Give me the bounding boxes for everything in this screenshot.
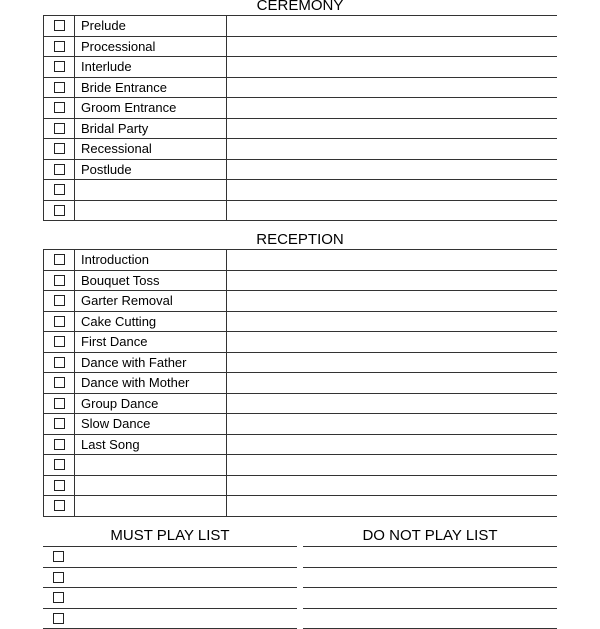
checkbox-cell xyxy=(43,250,75,270)
checkbox-cell xyxy=(43,160,75,180)
must-play-row[interactable] xyxy=(43,568,297,589)
reception-row xyxy=(43,394,557,415)
ceremony-row xyxy=(43,78,557,99)
ceremony-checkbox[interactable] xyxy=(54,123,65,134)
ceremony-checkbox[interactable] xyxy=(54,82,65,93)
ceremony-song-field[interactable] xyxy=(227,180,557,200)
reception-checkbox[interactable] xyxy=(54,357,65,368)
reception-checkbox[interactable] xyxy=(54,418,65,429)
reception-item-label[interactable]: Dance with Mother xyxy=(75,373,227,393)
checkbox-cell xyxy=(43,201,75,221)
must-play-checkbox[interactable] xyxy=(53,592,64,603)
must-play-checkbox[interactable] xyxy=(53,551,64,562)
ceremony-song-field[interactable] xyxy=(227,201,557,221)
ceremony-item-label[interactable]: Interlude xyxy=(75,57,227,77)
checkbox-cell xyxy=(43,98,75,118)
reception-row xyxy=(43,271,557,292)
ceremony-row xyxy=(43,98,557,119)
ceremony-song-field[interactable] xyxy=(227,119,557,139)
ceremony-row xyxy=(43,16,557,37)
ceremony-row xyxy=(43,37,557,58)
reception-song-field[interactable] xyxy=(227,455,557,475)
ceremony-row xyxy=(43,160,557,181)
reception-item-label[interactable] xyxy=(75,496,227,516)
reception-item-label[interactable]: Introduction xyxy=(75,250,227,270)
reception-checkbox[interactable] xyxy=(54,377,65,388)
ceremony-checkbox[interactable] xyxy=(54,61,65,72)
checkbox-cell xyxy=(43,373,75,393)
ceremony-song-field[interactable] xyxy=(227,57,557,77)
reception-song-field[interactable] xyxy=(227,271,557,291)
ceremony-item-label[interactable] xyxy=(75,180,227,200)
reception-song-field[interactable] xyxy=(227,332,557,352)
reception-checkbox[interactable] xyxy=(54,316,65,327)
ceremony-song-field[interactable] xyxy=(227,78,557,98)
ceremony-item-label[interactable]: Prelude xyxy=(75,16,227,36)
ceremony-checkbox[interactable] xyxy=(54,205,65,216)
checkbox-cell xyxy=(43,455,75,475)
ceremony-song-field[interactable] xyxy=(227,139,557,159)
checkbox-cell xyxy=(43,180,75,200)
reception-item-label[interactable]: First Dance xyxy=(75,332,227,352)
must-play-title: MUST PLAY LIST xyxy=(43,528,297,544)
checkbox-cell xyxy=(43,394,75,414)
ceremony-checkbox[interactable] xyxy=(54,184,65,195)
must-play-list xyxy=(43,546,297,629)
must-play-row[interactable] xyxy=(43,588,297,609)
reception-item-label[interactable]: Cake Cutting xyxy=(75,312,227,332)
do-not-play-list xyxy=(303,546,557,629)
checkbox-cell xyxy=(43,78,75,98)
reception-row xyxy=(43,312,557,333)
reception-item-label[interactable]: Group Dance xyxy=(75,394,227,414)
checkbox-cell xyxy=(43,435,75,455)
reception-checkbox[interactable] xyxy=(54,439,65,450)
ceremony-row xyxy=(43,119,557,140)
reception-row xyxy=(43,496,557,517)
reception-song-field[interactable] xyxy=(227,414,557,434)
do-not-play-row[interactable] xyxy=(303,588,557,609)
ceremony-item-label[interactable]: Processional xyxy=(75,37,227,57)
reception-row xyxy=(43,414,557,435)
reception-song-field[interactable] xyxy=(227,476,557,496)
ceremony-row xyxy=(43,180,557,201)
reception-item-label[interactable]: Last Song xyxy=(75,435,227,455)
must-play-checkbox[interactable] xyxy=(53,572,64,583)
checkbox-cell xyxy=(43,57,75,77)
ceremony-checkbox[interactable] xyxy=(54,41,65,52)
ceremony-table xyxy=(43,15,557,221)
ceremony-row xyxy=(43,201,557,222)
do-not-play-row[interactable] xyxy=(303,568,557,589)
reception-row xyxy=(43,250,557,271)
ceremony-item-label[interactable]: Bridal Party xyxy=(75,119,227,139)
reception-song-field[interactable] xyxy=(227,394,557,414)
ceremony-song-field[interactable] xyxy=(227,160,557,180)
reception-song-field[interactable] xyxy=(227,373,557,393)
do-not-play-title: DO NOT PLAY LIST xyxy=(303,528,557,544)
reception-item-label[interactable]: Dance with Father xyxy=(75,353,227,373)
reception-row xyxy=(43,455,557,476)
checkbox-cell xyxy=(43,476,75,496)
checkbox-cell xyxy=(43,332,75,352)
must-play-checkbox[interactable] xyxy=(53,613,64,624)
ceremony-item-label[interactable]: Bride Entrance xyxy=(75,78,227,98)
reception-item-label[interactable]: Slow Dance xyxy=(75,414,227,434)
ceremony-item-label[interactable]: Postlude xyxy=(75,160,227,180)
ceremony-song-field[interactable] xyxy=(227,37,557,57)
must-play-row[interactable] xyxy=(43,609,297,629)
checkbox-cell xyxy=(43,119,75,139)
checkbox-cell xyxy=(43,291,75,311)
do-not-play-row[interactable] xyxy=(303,609,557,629)
checkbox-cell xyxy=(43,496,75,516)
ceremony-row xyxy=(43,57,557,78)
reception-checkbox[interactable] xyxy=(54,398,65,409)
ceremony-title: CEREMONY xyxy=(0,0,600,14)
do-not-play-row[interactable] xyxy=(303,547,557,568)
reception-row xyxy=(43,332,557,353)
reception-song-field[interactable] xyxy=(227,435,557,455)
reception-song-field[interactable] xyxy=(227,353,557,373)
reception-row xyxy=(43,476,557,497)
ceremony-checkbox[interactable] xyxy=(54,20,65,31)
ceremony-item-label[interactable]: Recessional xyxy=(75,139,227,159)
reception-item-label[interactable]: Bouquet Toss xyxy=(75,271,227,291)
checkbox-cell xyxy=(43,37,75,57)
checkbox-cell xyxy=(43,16,75,36)
reception-row xyxy=(43,373,557,394)
reception-checkbox[interactable] xyxy=(54,459,65,470)
ceremony-song-field[interactable] xyxy=(227,98,557,118)
checkbox-cell xyxy=(43,414,75,434)
reception-item-label[interactable] xyxy=(75,476,227,496)
checkbox-cell xyxy=(43,139,75,159)
reception-song-field[interactable] xyxy=(227,250,557,270)
checkbox-cell xyxy=(43,312,75,332)
reception-song-field[interactable] xyxy=(227,312,557,332)
ceremony-checkbox[interactable] xyxy=(54,102,65,113)
reception-checkbox[interactable] xyxy=(54,500,65,511)
reception-item-label[interactable] xyxy=(75,455,227,475)
reception-checkbox[interactable] xyxy=(54,480,65,491)
reception-checkbox[interactable] xyxy=(54,254,65,265)
ceremony-checkbox[interactable] xyxy=(54,164,65,175)
ceremony-item-label[interactable] xyxy=(75,201,227,221)
reception-row xyxy=(43,435,557,456)
ceremony-row xyxy=(43,139,557,160)
reception-checkbox[interactable] xyxy=(54,275,65,286)
reception-checkbox[interactable] xyxy=(54,336,65,347)
checkbox-cell xyxy=(43,353,75,373)
reception-song-field[interactable] xyxy=(227,291,557,311)
reception-item-label[interactable]: Garter Removal xyxy=(75,291,227,311)
reception-row xyxy=(43,353,557,374)
reception-checkbox[interactable] xyxy=(54,295,65,306)
reception-row xyxy=(43,291,557,312)
ceremony-item-label[interactable]: Groom Entrance xyxy=(75,98,227,118)
reception-song-field[interactable] xyxy=(227,496,557,516)
reception-title: RECEPTION xyxy=(0,232,600,248)
ceremony-song-field[interactable] xyxy=(227,16,557,36)
must-play-row[interactable] xyxy=(43,547,297,568)
checkbox-cell xyxy=(43,271,75,291)
reception-table xyxy=(43,249,557,517)
ceremony-checkbox[interactable] xyxy=(54,143,65,154)
